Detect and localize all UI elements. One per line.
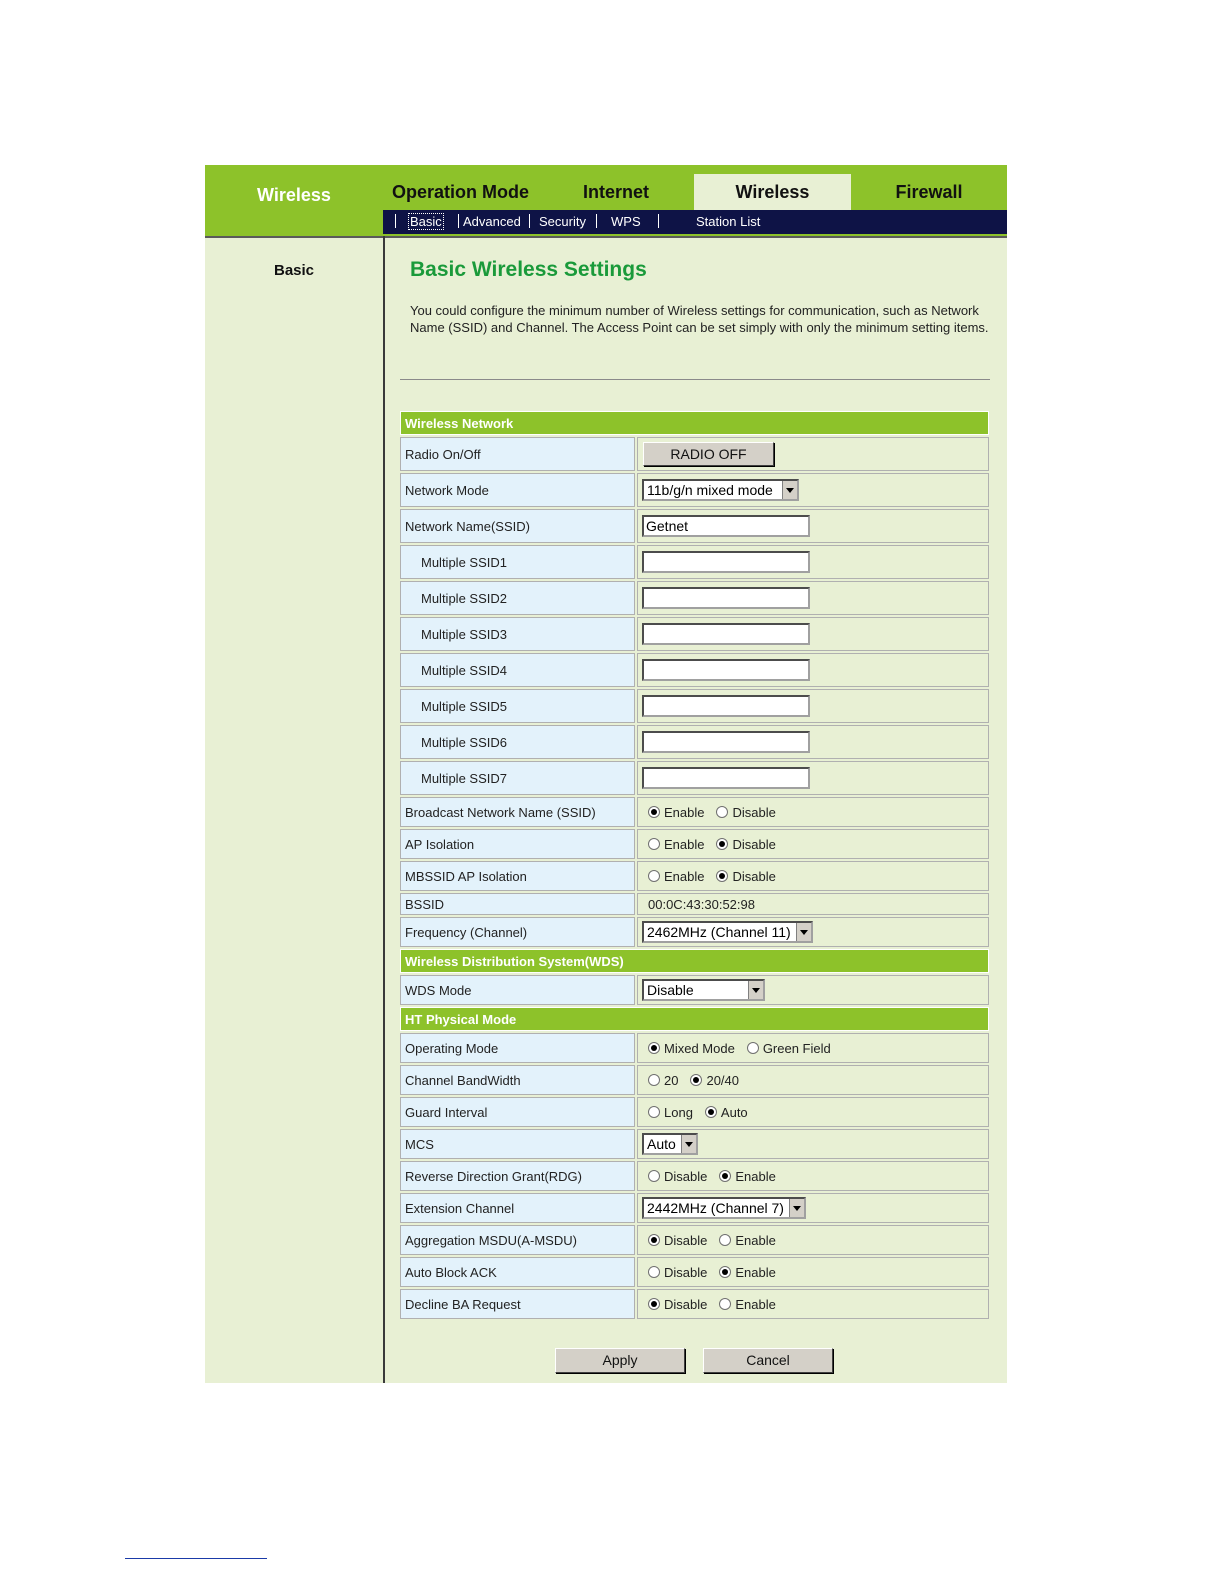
subnav-separator	[529, 214, 530, 228]
chevron-down-icon	[782, 481, 797, 499]
row-channel-bandwidth	[400, 1065, 989, 1095]
row-amsdu	[400, 1225, 989, 1255]
ap-isolation-cell	[637, 829, 989, 859]
tab-internet[interactable]: Internet	[582, 182, 649, 202]
multiple-ssid2-label: Multiple SSID2	[400, 581, 635, 615]
wds-mode-select[interactable]	[642, 979, 765, 1001]
subnav-separator	[596, 214, 597, 228]
chevron-down-icon	[789, 1199, 804, 1217]
network-mode-select[interactable]	[642, 479, 799, 501]
row-ssid	[400, 509, 989, 543]
broadcast-enable-label: Enable	[664, 804, 705, 820]
auto-block-ack-cell	[637, 1257, 989, 1287]
subtab-station-list[interactable]: Station List	[696, 214, 761, 229]
multiple-ssid4-input[interactable]	[642, 659, 810, 681]
row-mcs	[400, 1129, 989, 1159]
sidebar-item-basic[interactable]: Basic	[273, 262, 315, 279]
footnote-rule	[125, 1558, 267, 1559]
mcs-select[interactable]	[642, 1133, 698, 1155]
row-guard-interval	[400, 1097, 989, 1127]
guard-interval-label: Guard Interval	[400, 1097, 635, 1127]
green-field-label: Green Field	[762, 1040, 831, 1056]
amsdu-disable-label: Disable	[664, 1232, 708, 1248]
row-ap-isolation	[400, 829, 989, 859]
ap-isolation-disable-radio[interactable]	[716, 838, 728, 850]
operating-mode-cell	[637, 1033, 989, 1063]
mbssid-disable-label: Disable	[732, 868, 776, 884]
multiple-ssid7-label: Multiple SSID7	[400, 761, 635, 795]
amsdu-enable-label: Enable	[735, 1232, 776, 1248]
content-divider	[400, 379, 990, 380]
amsdu-cell	[637, 1225, 989, 1255]
decline-enable-label: Enable	[735, 1296, 776, 1312]
broadcast-enable-radio[interactable]	[648, 806, 660, 818]
row-multiple-ssid1	[400, 545, 989, 579]
wds-mode-cell	[637, 975, 989, 1005]
rdg-label: Reverse Direction Grant(RDG)	[400, 1161, 635, 1191]
auto-block-ack-label: Auto Block ACK	[400, 1257, 635, 1287]
amsdu-disable-radio[interactable]	[648, 1234, 660, 1246]
ssid-label: Network Name(SSID)	[400, 509, 635, 543]
row-auto-block-ack	[400, 1257, 989, 1287]
mbssid-disable-radio[interactable]	[716, 870, 728, 882]
tab-firewall[interactable]: Firewall	[895, 182, 963, 202]
channel-bandwidth-label: Channel BandWidth	[400, 1065, 635, 1095]
top-header	[205, 165, 1007, 236]
guard-auto-label: Auto	[720, 1104, 748, 1120]
row-rdg	[400, 1161, 989, 1191]
amsdu-enable-radio[interactable]	[719, 1234, 731, 1246]
subtab-basic[interactable]	[408, 210, 444, 234]
broadcast-ssid-label: Broadcast Network Name (SSID)	[400, 797, 635, 827]
row-bssid	[400, 893, 989, 915]
rdg-enable-radio[interactable]	[719, 1170, 731, 1182]
extension-channel-value: 2442MHz (Channel 7)	[647, 1200, 784, 1216]
bandwidth-20-radio[interactable]	[648, 1074, 660, 1086]
multiple-ssid6-input[interactable]	[642, 731, 810, 753]
multiple-ssid5-cell	[637, 689, 989, 723]
row-multiple-ssid5	[400, 689, 989, 723]
radio-off-button[interactable]: RADIO OFF	[643, 442, 774, 466]
multiple-ssid6-label: Multiple SSID6	[400, 725, 635, 759]
multiple-ssid3-input[interactable]	[642, 623, 810, 645]
row-multiple-ssid4	[400, 653, 989, 687]
decline-enable-radio[interactable]	[719, 1298, 731, 1310]
bssid-value: 00:0C:43:30:52:98	[637, 893, 989, 915]
multiple-ssid7-cell	[637, 761, 989, 795]
network-mode-cell	[637, 473, 989, 507]
subnav-separator	[458, 214, 459, 228]
frequency-label: Frequency (Channel)	[400, 917, 635, 947]
decline-disable-radio[interactable]	[648, 1298, 660, 1310]
broadcast-disable-label: Disable	[732, 804, 776, 820]
wds-mode-label: WDS Mode	[400, 975, 635, 1005]
decline-ba-label: Decline BA Request	[400, 1289, 635, 1319]
autoba-enable-radio[interactable]	[719, 1266, 731, 1278]
guard-interval-cell	[637, 1097, 989, 1127]
router-admin-page	[205, 165, 1007, 1383]
frequency-value: 2462MHz (Channel 11)	[647, 924, 791, 940]
multiple-ssid4-label: Multiple SSID4	[400, 653, 635, 687]
row-wds-mode	[400, 975, 989, 1005]
radio-label: Radio On/Off	[400, 437, 635, 471]
mbssid-isolation-label: MBSSID AP Isolation	[400, 861, 635, 891]
multiple-ssid6-cell	[637, 725, 989, 759]
autoba-enable-label: Enable	[735, 1264, 776, 1280]
multiple-ssid7-input[interactable]	[642, 767, 810, 789]
tab-operation-mode[interactable]: Operation Mode	[391, 182, 529, 202]
extension-channel-cell	[637, 1193, 989, 1223]
row-broadcast-ssid	[400, 797, 989, 827]
multiple-ssid1-cell	[637, 545, 989, 579]
mcs-label: MCS	[400, 1129, 635, 1159]
chevron-down-icon	[681, 1135, 696, 1153]
mbssid-enable-label: Enable	[664, 868, 705, 884]
row-network-mode	[400, 473, 989, 507]
row-multiple-ssid2	[400, 581, 989, 615]
subnav-separator	[395, 214, 396, 228]
bandwidth-2040-label: 20/40	[706, 1072, 740, 1088]
subnav-separator	[658, 214, 659, 228]
multiple-ssid2-cell	[637, 581, 989, 615]
autoba-disable-label: Disable	[664, 1264, 708, 1280]
autoba-disable-radio[interactable]	[648, 1266, 660, 1278]
section-wds: Wireless Distribution System(WDS)	[400, 949, 989, 973]
row-extension-channel	[400, 1193, 989, 1223]
decline-ba-cell	[637, 1289, 989, 1319]
ssid-cell	[637, 509, 989, 543]
row-multiple-ssid6	[400, 725, 989, 759]
extension-channel-select[interactable]	[642, 1197, 806, 1219]
multiple-ssid5-label: Multiple SSID5	[400, 689, 635, 723]
sub-navigation	[383, 210, 1007, 234]
ap-isolation-label: AP Isolation	[400, 829, 635, 859]
page-title: Basic Wireless Settings	[410, 258, 647, 281]
apply-button[interactable]: Apply	[555, 1348, 685, 1373]
row-multiple-ssid7	[400, 761, 989, 795]
bssid-label: BSSID	[400, 893, 635, 915]
multiple-ssid1-input[interactable]	[642, 551, 810, 573]
radio-cell	[637, 437, 989, 471]
ap-isolation-enable-label: Enable	[664, 836, 705, 852]
mixed-mode-radio[interactable]	[648, 1042, 660, 1054]
section-wireless-network: Wireless Network	[400, 411, 989, 435]
multiple-ssid1-label: Multiple SSID1	[400, 545, 635, 579]
multiple-ssid5-input[interactable]	[642, 695, 810, 717]
row-radio	[400, 437, 989, 471]
section-ht-physical-mode: HT Physical Mode	[400, 1007, 989, 1031]
row-mbssid-isolation	[400, 861, 989, 891]
rdg-cell	[637, 1161, 989, 1191]
mbssid-enable-radio[interactable]	[648, 870, 660, 882]
wds-mode-value: Disable	[647, 982, 694, 998]
broadcast-disable-radio[interactable]	[716, 806, 728, 818]
subtab-security[interactable]: Security	[539, 214, 586, 229]
subtab-advanced[interactable]: Advanced	[463, 214, 521, 229]
row-operating-mode	[400, 1033, 989, 1063]
frequency-cell	[637, 917, 989, 947]
ssid-input[interactable]: Getnet	[642, 515, 810, 537]
operating-mode-label: Operating Mode	[400, 1033, 635, 1063]
page-description: You could configure the minimum number of Wireless settings for communication, such as Network Name (SSID) and Channel. The Access Point can be set simply with only the minimum setting items.	[410, 303, 989, 335]
mcs-value: Auto	[647, 1136, 676, 1152]
multiple-ssid4-cell	[637, 653, 989, 687]
broadcast-ssid-cell	[637, 797, 989, 827]
subtab-wps[interactable]: WPS	[611, 214, 641, 229]
multiple-ssid2-input[interactable]	[642, 587, 810, 609]
rdg-disable-label: Disable	[664, 1168, 708, 1184]
guard-long-label: Long	[664, 1104, 693, 1120]
row-frequency	[400, 917, 989, 947]
subtab-basic-label: Basic	[410, 214, 442, 229]
guard-auto-radio[interactable]	[705, 1106, 717, 1118]
bandwidth-20-label: 20	[664, 1072, 679, 1088]
row-multiple-ssid3	[400, 617, 989, 651]
network-mode-label: Network Mode	[400, 473, 635, 507]
chevron-down-icon	[796, 923, 811, 941]
ap-isolation-disable-label: Disable	[732, 836, 776, 852]
rdg-enable-label: Enable	[735, 1168, 776, 1184]
mixed-mode-label: Mixed Mode	[664, 1040, 735, 1056]
bandwidth-2040-radio[interactable]	[690, 1074, 702, 1086]
multiple-ssid3-label: Multiple SSID3	[400, 617, 635, 651]
channel-bandwidth-cell	[637, 1065, 989, 1095]
row-decline-ba	[400, 1289, 989, 1319]
logo: Wireless	[257, 185, 331, 205]
sidebar-divider	[383, 236, 385, 1383]
decline-disable-label: Disable	[664, 1296, 708, 1312]
tab-wireless[interactable]: Wireless	[694, 174, 851, 210]
multiple-ssid3-cell	[637, 617, 989, 651]
green-field-radio[interactable]	[747, 1042, 759, 1054]
mbssid-isolation-cell	[637, 861, 989, 891]
extension-channel-label: Extension Channel	[400, 1193, 635, 1223]
settings-form	[400, 411, 989, 1321]
ap-isolation-enable-radio[interactable]	[648, 838, 660, 850]
frequency-select[interactable]	[642, 921, 813, 943]
guard-long-radio[interactable]	[648, 1106, 660, 1118]
network-mode-value: 11b/g/n mixed mode	[647, 482, 773, 498]
cancel-button[interactable]: Cancel	[703, 1348, 833, 1373]
rdg-disable-radio[interactable]	[648, 1170, 660, 1182]
amsdu-label: Aggregation MSDU(A-MSDU)	[400, 1225, 635, 1255]
chevron-down-icon	[748, 981, 763, 999]
mcs-cell	[637, 1129, 989, 1159]
sidebar	[205, 238, 383, 1383]
